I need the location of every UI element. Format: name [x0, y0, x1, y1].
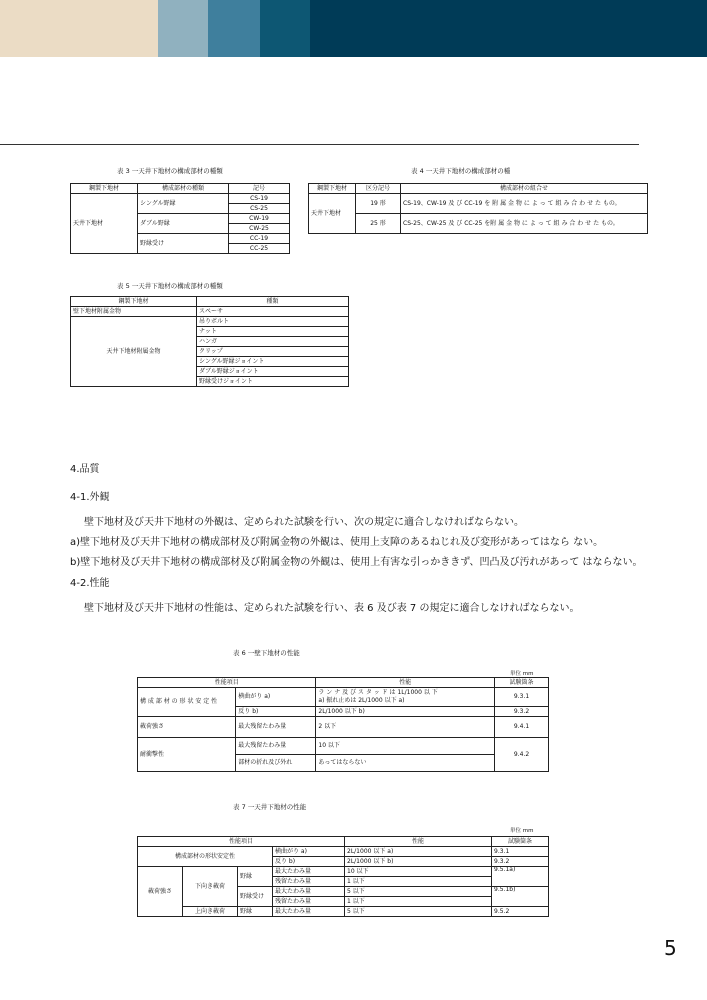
- table4: [308, 183, 648, 234]
- table7-res-defl: 残留たわみ量: [273, 877, 345, 887]
- table7-nobuchi-uke: 野縁受け: [238, 887, 273, 907]
- table5-type: 野縁受けジョイント: [197, 377, 349, 387]
- table3-caption: 表 3 一天井下地材の構成部材の種類: [117, 167, 223, 175]
- section-4-1-heading: 4-1.外観: [70, 492, 110, 503]
- header-band-2: [158, 0, 208, 57]
- table7-max-defl: 最大たわみ量: [273, 907, 345, 917]
- table6-warp-perf-line1: ラ ン ナ 及 び ス タ ッ ド は 1L/1000 以 下: [318, 688, 438, 696]
- table4-group: 天井下地材: [309, 194, 356, 234]
- table6-caption: 表 6 一壁下地材の性能: [233, 649, 300, 657]
- paragraph-appearance: 壁下地材及び天井下地材の外観は、定められた試験を行い、次の規定に適合しなければならない。: [84, 517, 524, 528]
- table3-code: CC-19: [229, 234, 290, 244]
- table7-bow-perf: 2L/1000 以下 b): [345, 857, 492, 867]
- table6-impact-perf1: 10 以下: [316, 738, 495, 755]
- table7-header-item: 性能項目: [138, 837, 345, 847]
- table7-res-defl: 残留たわみ量: [273, 897, 345, 907]
- table6-load-perf: 2 以下: [316, 717, 495, 738]
- table3-code: CS-25: [229, 204, 290, 214]
- table7: [137, 836, 549, 917]
- table7-warp-perf: 2L/1000 以下 a): [345, 847, 492, 857]
- table4-combo-25: CS-25、CW-25 及 び CC-25 を附 属 金 物 に よ っ て 組 み 合 わ せ た もの。: [401, 214, 648, 234]
- table4-code-19: 19 形: [356, 194, 401, 214]
- table6-unit: 単位 mm: [510, 671, 534, 677]
- table5-type: 吊りボルト: [197, 317, 349, 327]
- header-band-1: [0, 0, 158, 57]
- table4-combo-19: CS-19、CW-19 及 び CC-19 を 附 属 金 物 に よ っ て 組 み 合 わ せ た もの。: [401, 194, 648, 214]
- table4-header-code: 区分記号: [356, 184, 401, 194]
- table6-impact-perf2: あってはならない: [316, 755, 495, 772]
- table6-impact-clause: 9.4.2: [495, 738, 549, 772]
- table7-bow-clause: 9.3.2: [492, 857, 549, 867]
- table7-value: 1 以下: [345, 877, 492, 887]
- table6-warp-clause: 9.3.1: [495, 688, 549, 707]
- table6-bow-perf: 2L/1000 以下 b): [316, 707, 495, 717]
- table5-type: ハンガ: [197, 337, 349, 347]
- table5-type: クリップ: [197, 347, 349, 357]
- table5-type: シングル野縁ジョイント: [197, 357, 349, 367]
- table7-warp-clause: 9.3.1: [492, 847, 549, 857]
- table6-impact: 耐衝撃性: [138, 738, 236, 772]
- header-band-3: [208, 0, 260, 57]
- table3-code: CW-25: [229, 224, 290, 234]
- table6-stability: 構 成 部 材 の 形 状 安 定 性: [138, 688, 236, 717]
- table6-load: 載荷強さ: [138, 717, 236, 738]
- table6-warp-perf-line2: a) 振れ止めは 2L/1000 以下 a): [318, 697, 405, 704]
- section-4-2-heading: 4-2.性能: [70, 578, 110, 589]
- table4-header-combo: 構成部材の組合せ: [401, 184, 648, 194]
- table3-code: CC-25: [229, 244, 290, 254]
- table6-warp-perf: [316, 688, 495, 707]
- table3-header-type: 構成部材の種類: [138, 184, 229, 194]
- table5-group: 天井下地材附属金物: [71, 317, 197, 387]
- page-number: 5: [664, 936, 677, 960]
- table3: [70, 183, 290, 254]
- table7-value: 1 以下: [345, 897, 492, 907]
- table3-type-2: ダブル野縁: [138, 214, 229, 234]
- table7-caption: 表 7 一天井下地材の性能: [233, 803, 307, 811]
- table7-header-clause: 試験箇条: [492, 837, 549, 847]
- paragraph-performance: 壁下地材及び天井下地材の性能は、定められた試験を行い、表 6 及び表 7 の規定に適合しなければならない。: [84, 603, 580, 614]
- table6-bow-clause: 9.3.2: [495, 707, 549, 717]
- paragraph-item-b: b)壁下地材及び天井下地材の構成部材及び附属金物の外観は、使用上有害な引っかききず、凹凸及び汚れがあって はならない。: [70, 557, 643, 568]
- table3-code: CS-19: [229, 194, 290, 204]
- table4-header-material: 鋼製下地材: [309, 184, 356, 194]
- table6-impact-item2: 部材の折れ及び外れ: [236, 755, 316, 772]
- table3-header-material: 鋼製下地材: [71, 184, 138, 194]
- table7-clause-b: 9.5.1b): [492, 887, 549, 907]
- table3-header-code: 記号: [229, 184, 290, 194]
- table3-type-1: シングル野縁: [138, 194, 229, 214]
- table6-impact-item1: 最大残留たわみ量: [236, 738, 316, 755]
- table6-load-item: 最大残留たわみ量: [236, 717, 316, 738]
- table7-clause-a: 9.5.1a): [492, 867, 549, 887]
- table7-header-perf: 性能: [345, 837, 492, 847]
- table7-bow: 反り b): [273, 857, 345, 867]
- table6-warp: 横曲がり a): [236, 688, 316, 707]
- table5: [70, 296, 349, 387]
- table6-load-clause: 9.4.1: [495, 717, 549, 738]
- table6-header-perf: 性能: [316, 678, 495, 688]
- table6-bow: 反り b): [236, 707, 316, 717]
- section-4-heading: 4.品質: [70, 464, 100, 475]
- table7-load: 載荷強さ: [138, 867, 183, 917]
- table7-clause-up: 9.5.2: [492, 907, 549, 917]
- table5-wall-fitting: 壁下地材附属金物: [71, 307, 197, 317]
- table5-type: ダブル野縁ジョイント: [197, 367, 349, 377]
- table7-stability: 構成部材の形状安定性: [138, 847, 273, 867]
- table6-header-clause: 試験箇条: [495, 678, 549, 688]
- paragraph-item-a: a)壁下地材及び天井下地材の構成部材及び附属金物の外観は、使用上支障のあるねじれ及び変形があってはなら ない。: [70, 537, 604, 548]
- table7-warp: 横曲がり a): [273, 847, 345, 857]
- table7-nobuchi: 野縁: [238, 907, 273, 917]
- table5-caption: 表 5 一天井下地材の構成部材の種類: [117, 282, 223, 290]
- table6: [137, 677, 549, 772]
- table5-spacer: スペーサ: [197, 307, 349, 317]
- table7-unit: 単位 mm: [510, 828, 534, 834]
- table4-caption: 表 4 一天井下地材の構成部材の種: [411, 167, 511, 175]
- table5-header-material: 鋼製下地材: [71, 297, 197, 307]
- table7-nobuchi: 野縁: [238, 867, 273, 887]
- table5-type: ナット: [197, 327, 349, 337]
- table7-value: 5 以下: [345, 887, 492, 897]
- header-band-5: [310, 0, 707, 57]
- table3-group: 天井下地材: [71, 194, 138, 254]
- header-rule: [0, 144, 639, 145]
- table3-type-3: 野縁受け: [138, 234, 229, 254]
- table7-value: 10 以下: [345, 867, 492, 877]
- table3-code: CW-19: [229, 214, 290, 224]
- table7-up: 上向き載荷: [183, 907, 238, 917]
- table7-max-defl: 最大たわみ量: [273, 867, 345, 877]
- table7-down: 下向き載荷: [183, 867, 238, 907]
- table4-code-25: 25 形: [356, 214, 401, 234]
- table7-value: 5 以下: [345, 907, 492, 917]
- table6-header-item: 性能項目: [138, 678, 316, 688]
- table7-max-defl: 最大たわみ量: [273, 887, 345, 897]
- header-band-4: [260, 0, 310, 57]
- table5-header-type: 種類: [197, 297, 349, 307]
